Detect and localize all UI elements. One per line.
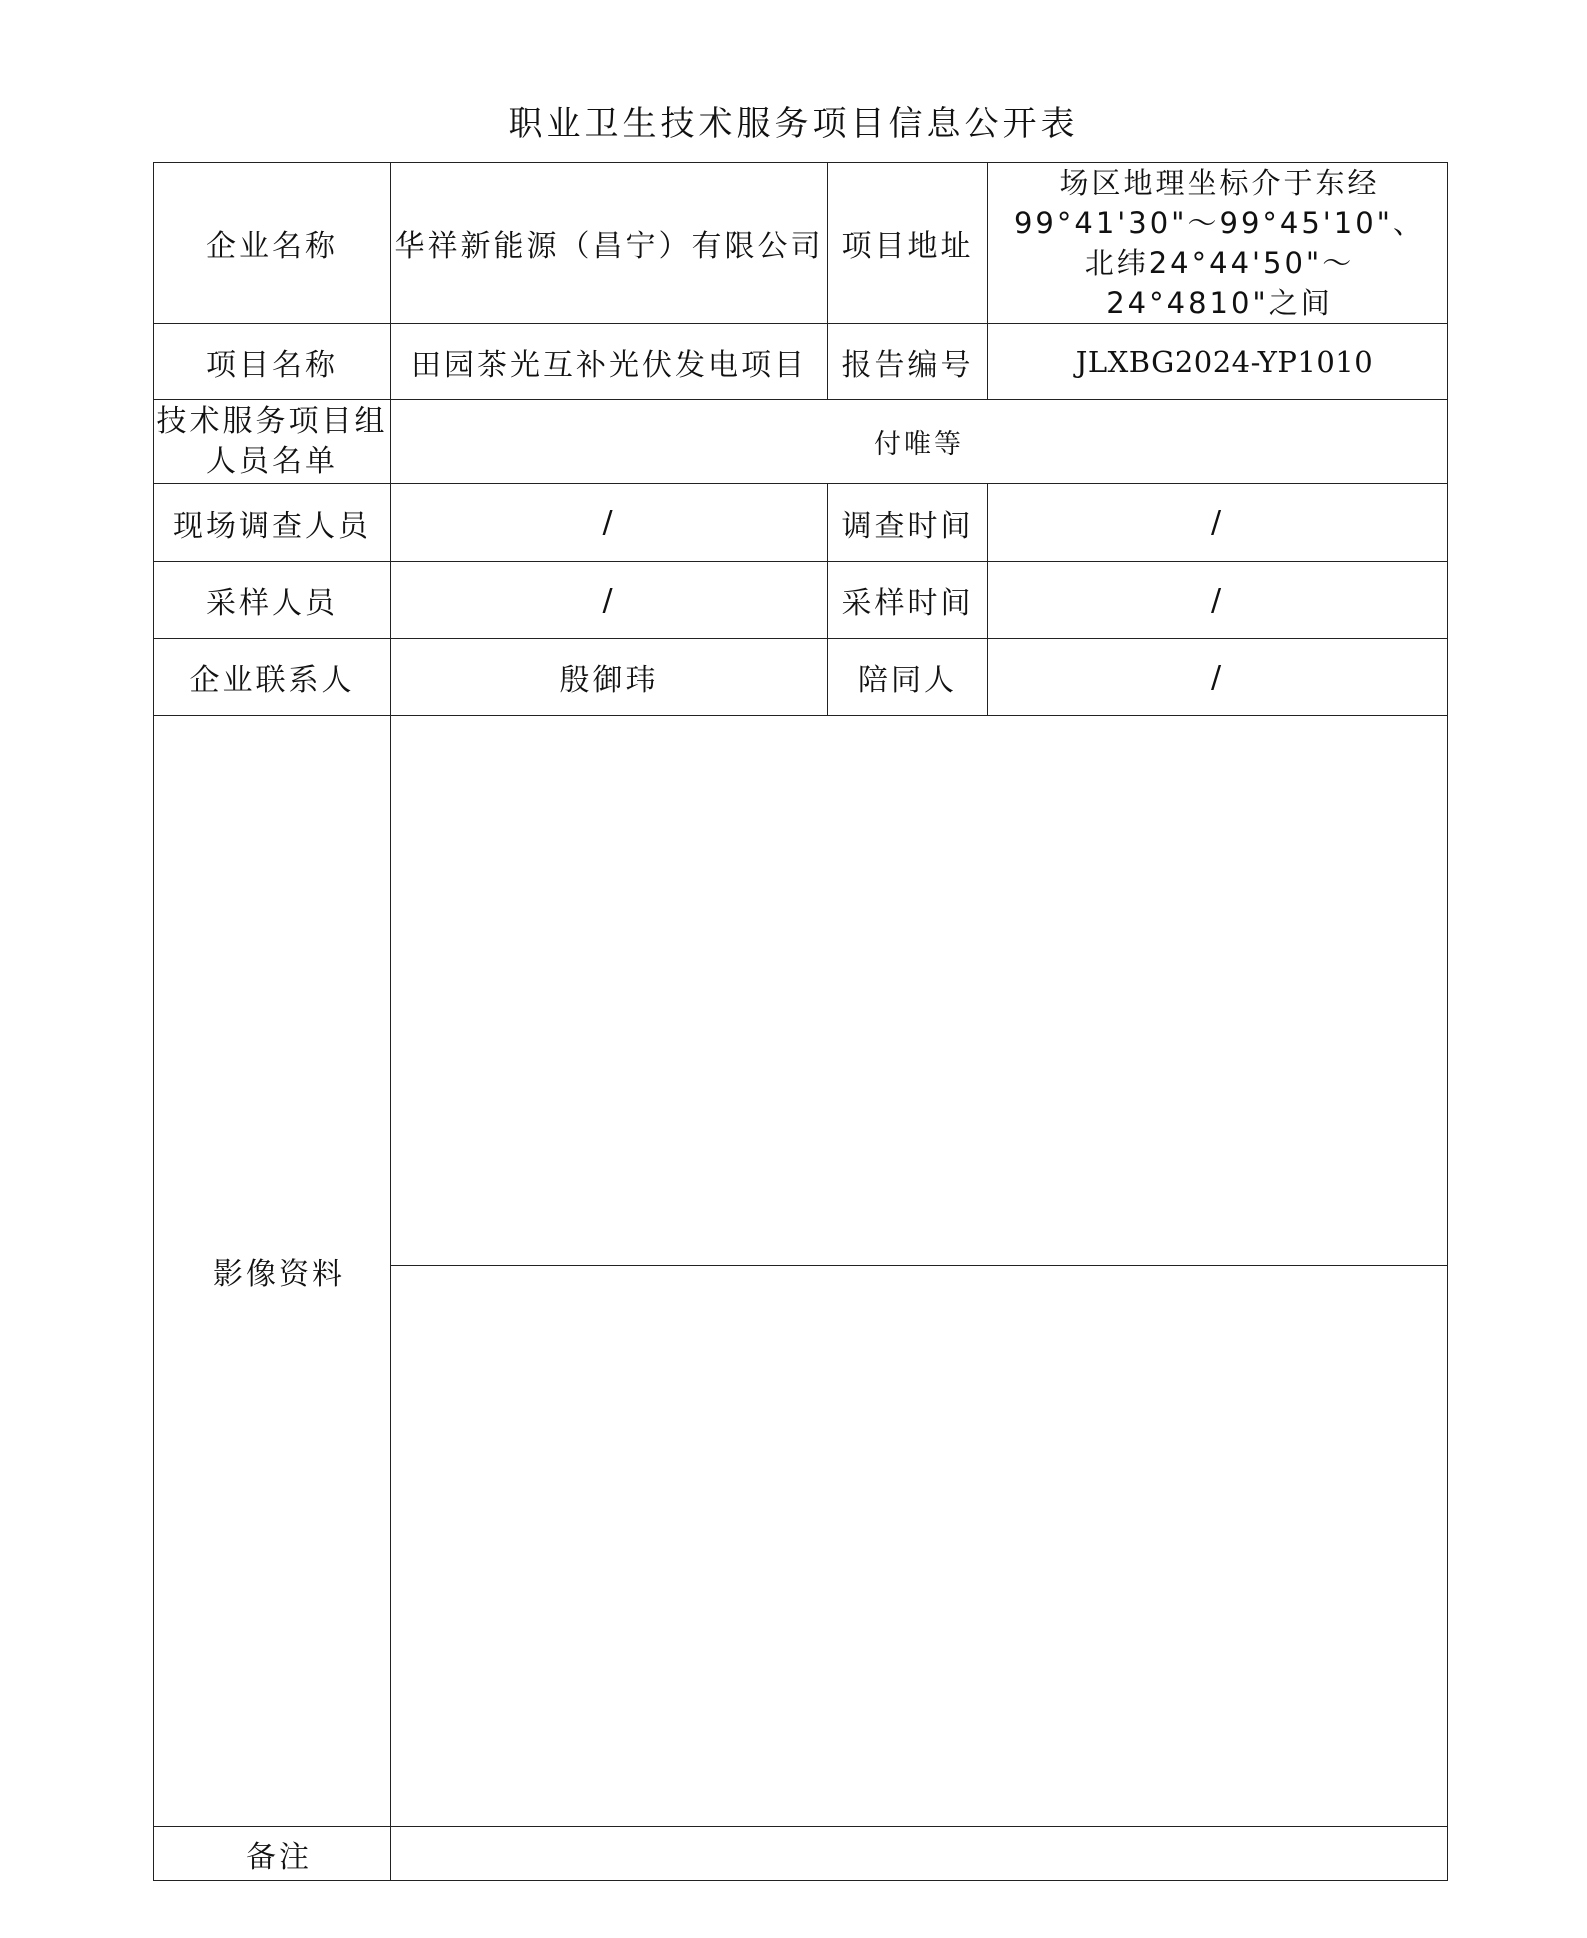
image-box-2 bbox=[391, 1266, 1448, 1827]
table-row bbox=[154, 639, 1448, 716]
escort-label: 陪同人 bbox=[828, 639, 988, 716]
image-box-1 bbox=[391, 716, 1448, 1266]
survey-time-label: 调查时间 bbox=[828, 484, 988, 562]
table-row bbox=[154, 400, 1448, 484]
sampling-staff-label: 采样人员 bbox=[154, 562, 391, 639]
project-address-label: 项目地址 bbox=[828, 163, 988, 324]
team-members-value: 付唯等 bbox=[391, 400, 1448, 484]
report-no-value: JLXBG2024-YP1010 bbox=[988, 324, 1448, 400]
info-table bbox=[153, 162, 1448, 1881]
project-name-value: 田园茶光互补光伏发电项目 bbox=[391, 324, 828, 400]
project-name-label: 项目名称 bbox=[154, 324, 391, 400]
remarks-label: 备注 bbox=[154, 1827, 391, 1881]
survey-staff-value: / bbox=[391, 484, 828, 562]
contact-value: 殷御玮 bbox=[391, 639, 828, 716]
company-name-value: 华祥新能源（昌宁）有限公司 bbox=[391, 163, 828, 324]
images-label: 影像资料 bbox=[154, 716, 391, 1827]
team-label: 技术服务项目组人员名单 bbox=[154, 400, 391, 484]
company-name-label: 企业名称 bbox=[154, 163, 391, 324]
table-row bbox=[154, 484, 1448, 562]
table-row bbox=[154, 163, 1448, 324]
escort-value: / bbox=[988, 639, 1448, 716]
project-address-value: 场区地理坐标介于东经99°41'30"～99°45'10"、北纬24°44'50"～24°4810"之间 bbox=[988, 163, 1448, 324]
table-row bbox=[154, 1827, 1448, 1881]
table-row bbox=[154, 324, 1448, 400]
survey-staff-label: 现场调查人员 bbox=[154, 484, 391, 562]
remarks-value bbox=[391, 1827, 1448, 1881]
sampling-staff-value: / bbox=[391, 562, 828, 639]
sampling-time-label: 采样时间 bbox=[828, 562, 988, 639]
survey-time-value: / bbox=[988, 484, 1448, 562]
page-title: 职业卫生技术服务项目信息公开表 bbox=[508, 104, 1079, 144]
table-row bbox=[154, 716, 1448, 1266]
contact-label: 企业联系人 bbox=[154, 639, 391, 716]
report-no-label: 报告编号 bbox=[828, 324, 988, 400]
sampling-time-value: / bbox=[988, 562, 1448, 639]
table-row bbox=[154, 562, 1448, 639]
